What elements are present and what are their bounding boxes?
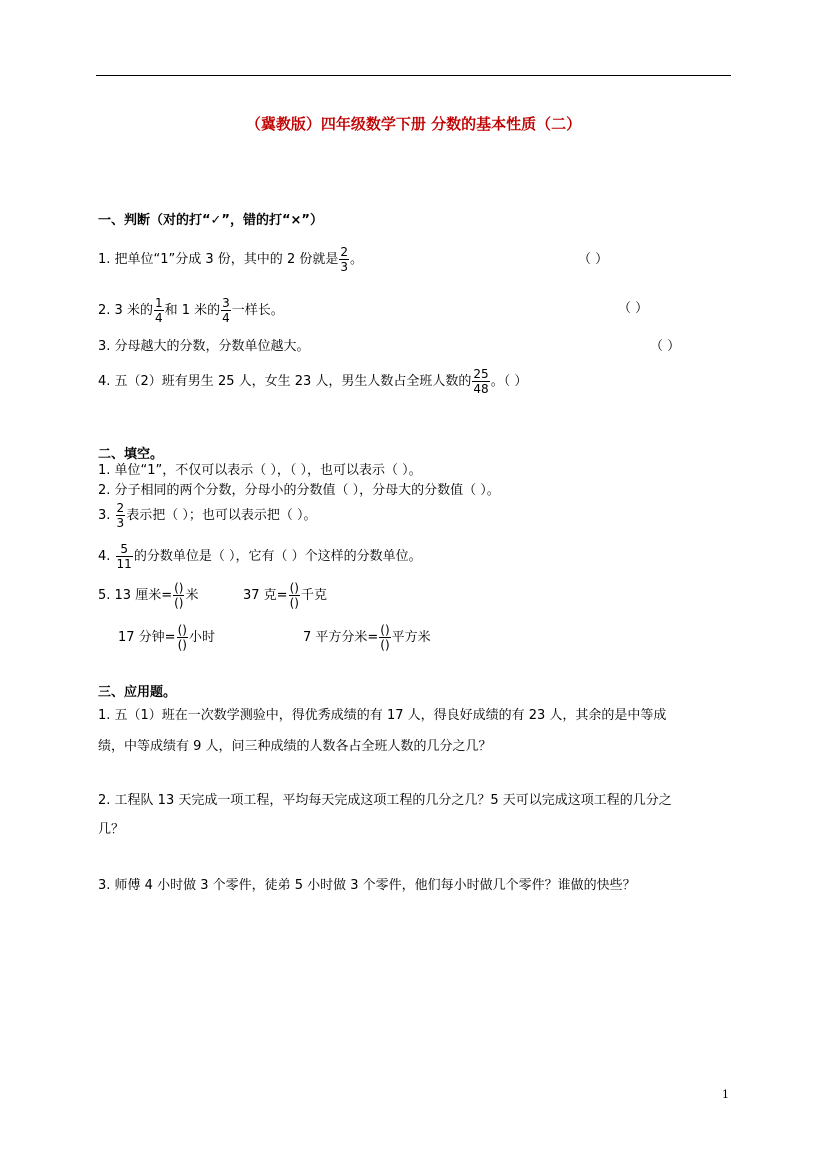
judge-q1-end: 。: [350, 252, 364, 267]
denominator: 4: [222, 311, 230, 325]
fill-q5-d-unit: 平方米: [391, 630, 431, 645]
fraction-blank[interactable]: [379, 624, 390, 651]
fraction: [116, 502, 126, 529]
section2-heading: 二、填空。: [98, 447, 164, 462]
fill-q5-b-left: 37 克=: [243, 588, 288, 603]
app-q1-line2: 绩，中等成绩有 9 人，问三种成绩的人数各占全班人数的几分之几？: [98, 739, 492, 754]
judge-q2-mid: 和 1 米的: [164, 303, 221, 318]
denominator: (): [380, 638, 390, 652]
denominator: 48: [473, 382, 489, 396]
numerator: (): [289, 581, 299, 595]
judge-q4: [98, 368, 527, 395]
numerator: 5: [120, 542, 128, 556]
denominator: (): [174, 596, 184, 610]
judge-q2-answer[interactable]: （ ）: [618, 301, 649, 316]
judge-q1-answer[interactable]: （ ）: [578, 252, 609, 267]
judge-q4-text: 4. 五（2）班有男生 25 人，女生 23 人，男生人数占全班人数的: [98, 374, 472, 389]
app-q2-line2: 几？: [98, 822, 125, 837]
fraction: [116, 543, 133, 570]
fraction-blank[interactable]: [289, 582, 300, 609]
numerator: 1: [154, 296, 163, 310]
fill-q5-c-left: 17 分钟=: [118, 630, 176, 645]
fill-q4[interactable]: [98, 543, 422, 570]
app-q1-line1: 1. 五（1）班在一次数学测验中，得优秀成绩的有 17 人，得良好成绩的有 23 人，其余的是中等成: [98, 708, 667, 723]
fill-q2[interactable]: 2. 分子相同的两个分数，分母小的分数值（ ），分母大的分数值（ ）。: [98, 483, 500, 498]
fill-q5-d[interactable]: [303, 624, 431, 651]
fraction: [339, 246, 349, 273]
fill-q4-num: 4.: [98, 549, 115, 564]
fill-q1[interactable]: 1. 单位“1”，不仅可以表示（ ），（ ），也可以表示（ ）。: [98, 463, 422, 478]
denominator: 3: [340, 260, 348, 274]
fill-q5-d-left: 7 平方分米=: [303, 630, 379, 645]
numerator: (): [177, 623, 187, 637]
fill-q5-a-unit: 米: [185, 588, 199, 603]
judge-q1: [98, 246, 363, 273]
judge-q3-answer[interactable]: （ ）: [650, 339, 681, 354]
page-title: （冀教版）四年级数学下册 分数的基本性质（二）: [245, 115, 582, 133]
header-rule: [96, 75, 731, 76]
numerator: 2: [340, 245, 348, 259]
denominator: 4: [154, 311, 163, 325]
fill-q3[interactable]: [98, 502, 316, 529]
judge-q2-text: 2. 3 米的: [98, 303, 153, 318]
judge-q1-text: 1. 把单位“1”分成 3 份，其中的 2 份就是: [98, 252, 339, 267]
fill-q5-c-unit: 小时: [188, 630, 215, 645]
page-number: 1: [722, 1088, 729, 1101]
numerator: 2: [116, 501, 125, 515]
numerator: (): [380, 623, 390, 637]
section3-heading: 三、应用题。: [98, 685, 177, 700]
fill-q5-b[interactable]: [243, 582, 327, 609]
fraction-blank[interactable]: [177, 624, 188, 651]
app-q2-line1: 2. 工程队 13 天完成一项工程，平均每天完成这项工程的几分之几？5 天可以完成这项工程的几分之: [98, 793, 672, 808]
fraction: [154, 297, 164, 324]
numerator: 3: [222, 296, 230, 310]
judge-q3: 3. 分母越大的分数，分数单位越大。: [98, 339, 310, 354]
fill-q5-b-unit: 千克: [300, 588, 327, 603]
denominator: 11: [116, 557, 132, 571]
fill-q3-text: 表示把（ ）；也可以表示把（ ）。: [126, 508, 317, 523]
numerator: (): [174, 581, 184, 595]
judge-q2: [98, 297, 284, 324]
numerator: 25: [473, 367, 489, 381]
app-q3: 3. 师傅 4 小时做 3 个零件，徒弟 5 小时做 3 个零件，他们每小时做几个零件？谁做的快些？: [98, 878, 636, 893]
denominator: 3: [116, 516, 125, 530]
fill-q5-a[interactable]: [98, 582, 199, 609]
section1-heading: 一、判断（对的打“✓”，错的打“×”）: [98, 213, 323, 228]
fraction: [472, 368, 489, 395]
judge-q2-end: 一样长。: [231, 303, 284, 318]
fraction-blank[interactable]: [173, 582, 184, 609]
fill-q5-a-left: 5. 13 厘米=: [98, 588, 173, 603]
fill-q3-num: 3.: [98, 508, 115, 523]
denominator: (): [289, 596, 299, 610]
fill-q4-text: 的分数单位是（ ），它有（ ）个这样的分数单位。: [133, 549, 422, 564]
fill-q5-c[interactable]: [118, 624, 215, 651]
judge-q4-end[interactable]: 。（ ）: [490, 374, 528, 389]
denominator: (): [177, 638, 187, 652]
fraction: [221, 297, 231, 324]
